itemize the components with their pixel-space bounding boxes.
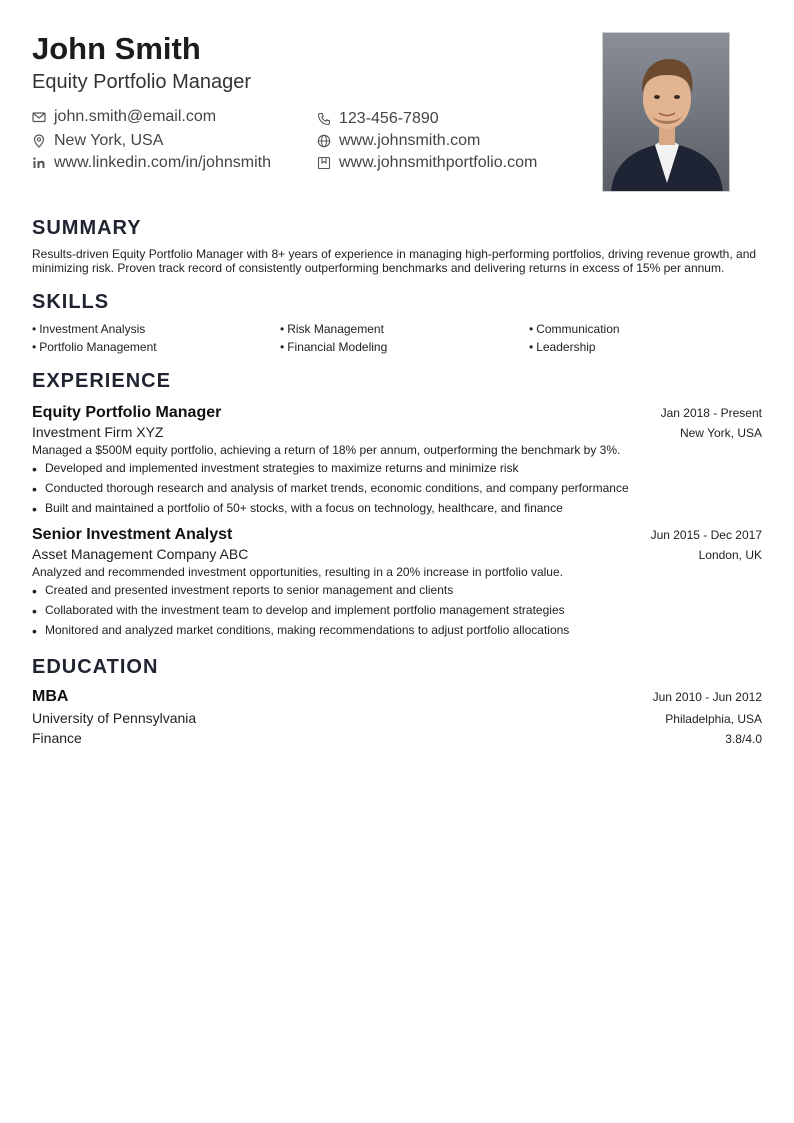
skills-list [32,322,762,354]
experience-section [32,369,762,639]
education-section [32,655,762,747]
job-dates: Jan 2018 - Present [660,406,762,420]
skill-item: • Communication [529,322,762,336]
skill-item: • Leadership [529,340,762,354]
section-heading: EXPERIENCE [32,370,171,392]
contact-portfolio-text: www.johnsmithportfolio.com [339,154,538,171]
skill-item: • Financial Modeling [280,340,529,354]
list-item: • Developed and implemented investment strategies to maximize returns and minimize risk [32,461,519,477]
summary-section [32,216,762,275]
skill-item: • Risk Management [280,322,529,336]
contact-email-text: john.smith@email.com [54,108,217,125]
contact-website-text: www.johnsmith.com [339,132,481,149]
field-of-study: Finance [32,730,82,746]
job-location: New York, USA [679,426,762,440]
globe-icon [317,134,331,148]
summary-text: Results-driven Equity Portfolio Manager with 8+ years of experience in managing high-performing portfolios, driving revenue growth, and minimizing risk. Proven track record of consistently outperforming benchmarks and delivering returns in excess of 15% per annum. [32,247,757,275]
gpa: 3.8/4.0 [725,732,762,746]
candidate-title: Equity Portfolio Manager [32,71,252,93]
bullet-text: Monitored and analyzed market conditions, making recommendations to adjust portfolio allocations [45,623,570,637]
skill-item: • Investment Analysis [32,322,280,336]
candidate-name: John Smith [32,31,201,66]
job-description: Analyzed and recommended investment opportunities, resulting in a 20% increase in portfolio value. [32,565,563,579]
education-entry [32,687,762,747]
contact-email[interactable] [32,108,216,126]
job-dates: Jun 2015 - Dec 2017 [650,528,762,542]
contact-location-text: New York, USA [54,132,164,149]
skills-section [32,290,762,354]
job-location: London, UK [698,548,762,562]
company-name: Asset Management Company ABC [32,546,249,562]
resume-header [32,30,762,200]
resume [32,30,762,747]
education-dates: Jun 2010 - Jun 2012 [652,690,762,704]
company-name: Investment Firm XYZ [32,424,164,440]
contact-location [32,132,163,150]
skill-item: • Portfolio Management [32,340,280,354]
list-item: • Conducted thorough research and analysis of market trends, economic conditions, and company performance [32,481,629,497]
school-location: Philadelphia, USA [665,712,762,726]
portfolio-icon [317,156,331,170]
location-icon [32,134,46,148]
bullet-text: Conducted thorough research and analysis of market trends, economic conditions, and company performance [45,481,629,495]
job-bullets [32,583,762,639]
experience-entry [32,403,762,517]
section-heading: SKILLS [32,291,110,313]
profile-photo [602,32,730,192]
section-heading: EDUCATION [32,656,159,678]
contact-linkedin[interactable] [32,154,271,172]
mail-icon [32,110,46,124]
bullet-text: Collaborated with the investment team to develop and implement portfolio management strategies [45,603,565,617]
job-bullets [32,461,762,517]
list-item: • Collaborated with the investment team to develop and implement portfolio management strategies [32,603,565,619]
list-item: • Created and presented investment reports to senior management and clients [32,583,454,599]
job-title: Senior Investment Analyst [32,526,233,543]
job-description: Managed a $500M equity portfolio, achieving a return of 18% per annum, outperforming the benchmark by 3%. [32,443,621,457]
bullet-text: Developed and implemented investment strategies to maximize returns and minimize risk [45,461,519,475]
phone-icon [317,112,331,126]
bullet-text: Built and maintained a portfolio of 50+ stocks, with a focus on technology, healthcare, and finance [45,501,563,515]
contact-phone[interactable] [317,110,439,128]
contact-phone-text: 123-456-7890 [339,110,439,127]
contact-website[interactable] [317,132,480,150]
list-item: • Built and maintained a portfolio of 50+ stocks, with a focus on technology, healthcare, and finance [32,501,563,517]
school-name: University of Pennsylvania [32,710,197,726]
experience-entry [32,525,762,639]
contact-linkedin-text: www.linkedin.com/in/johnsmith [54,154,271,171]
contact-portfolio[interactable] [317,154,537,172]
bullet-text: Created and presented investment reports to senior management and clients [45,583,454,597]
list-item: • Monitored and analyzed market conditions, making recommendations to adjust portfolio allocations [32,623,570,639]
job-title: Equity Portfolio Manager [32,404,222,421]
section-heading: SUMMARY [32,217,142,239]
linkedin-icon [32,156,46,170]
degree: MBA [32,688,69,705]
